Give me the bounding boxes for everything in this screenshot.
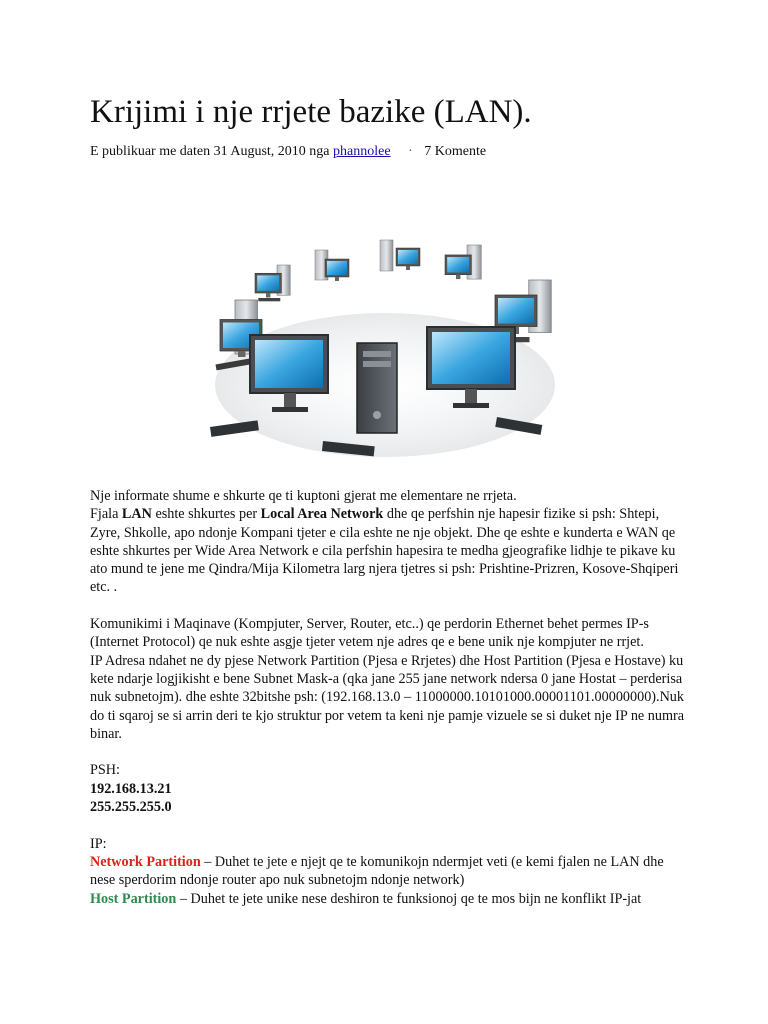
host-partition-paragraph (90, 890, 690, 908)
ip-label: IP: (90, 835, 107, 852)
published-date-text: E publikuar me daten 31 August, 2010 nga (90, 144, 330, 159)
paragraph-gap (90, 743, 690, 761)
host-partition-label: Host Partition (90, 890, 177, 907)
network-illustration (195, 225, 575, 475)
lan-def-text-3: dhe qe perfshin nje hapesir fizike si psh: Shtepi, Zyre, Shkolle, apo ndonje Kompani tjeter e cila eshte ne nje objekt. Dhe qe eshte e kunderta e WAN qe eshte shkurtes per Wide Area Network e cila perfshin hapesira te medha gjeografike lidhje te pikave ku ato mund te jene me Qindra/Mija Kilometra larg njera tjetres si psh: Prishtine-Prizren, Kosove-Shqiperi etc. . (90, 506, 679, 596)
psh-label: PSH: (90, 762, 120, 779)
paragraph-gap (90, 816, 690, 834)
communication-paragraph: Komunikimi i Maqinave (Kompjuter, Server, Router, etc..) qe perdorin Ethernet behet permes IP-s (Internet Protocol) qe nuk eshte asgje tjeter vetem nje adres qe e bene unik nje kompjuter ne rrjet. (90, 616, 649, 651)
network-partition-paragraph (90, 853, 690, 890)
author-link[interactable]: phannolee (333, 144, 391, 159)
computer-back-center-left (315, 250, 349, 281)
article-title: Krijimi i nje rrjete bazike (LAN). (90, 94, 532, 130)
host-partition-text: – Duhet te jete unike nese deshiron te funksionoj qe te mos bijn ne konflikt IP-jat (176, 890, 642, 907)
computer-back-left (255, 265, 290, 301)
lan-full-bold-term: Local Area Network (260, 506, 384, 523)
example-ip-value: 192.168.13.21 (90, 780, 172, 797)
example-mask (90, 798, 690, 816)
example-ip (90, 780, 690, 798)
computer-back-center (380, 240, 420, 271)
computer-back-right (445, 245, 481, 279)
lan-bold-term: LAN (121, 506, 152, 523)
comments-count[interactable]: 7 Komente (424, 144, 487, 159)
ip-address-paragraph: IP Adresa ndahet ne dy pjese Network Partition (Pjesa e Rrjetes) dhe Host Partition (Pjesa e Hostave) ku kete ndarje logjikisht e bene Subnet Mask-a (qka jane 255 jane network ndersa 0 jane Hostat – perderisa nuk subnetojm). dhe eshte 32bitshe psh: (192.168.13.0 – 11000000.10101000.00001101.00000000).Nuk do ti sqaroj se si arrin deri te kjo struktur por vetem ta keni nje pamje vizuele se si duket nje IP ne numra binar. (90, 652, 685, 742)
article-body (90, 487, 690, 908)
article-meta (90, 143, 486, 161)
example-mask-value: 255.255.255.0 (90, 799, 172, 816)
intro-paragraph: Nje informate shume e shkurte qe ti kuptoni gjerat me elementare ne rrjeta. (90, 488, 517, 504)
lan-definition-paragraph (90, 505, 690, 596)
network-partition-text: – Duhet te jete e njejt qe te komunikojn ndermjet veti (e kemi fjalen ne LAN dhe nese sperdorim ndonje router apo nuk subnetojm ndonje network) (90, 853, 664, 889)
network-partition-label: Network Partition (90, 853, 201, 870)
paragraph-gap (90, 597, 690, 615)
lan-def-text-1: Fjala (90, 506, 122, 523)
lan-def-text-2: eshte shkurtes per (151, 506, 261, 523)
meta-separator: · (408, 144, 413, 159)
